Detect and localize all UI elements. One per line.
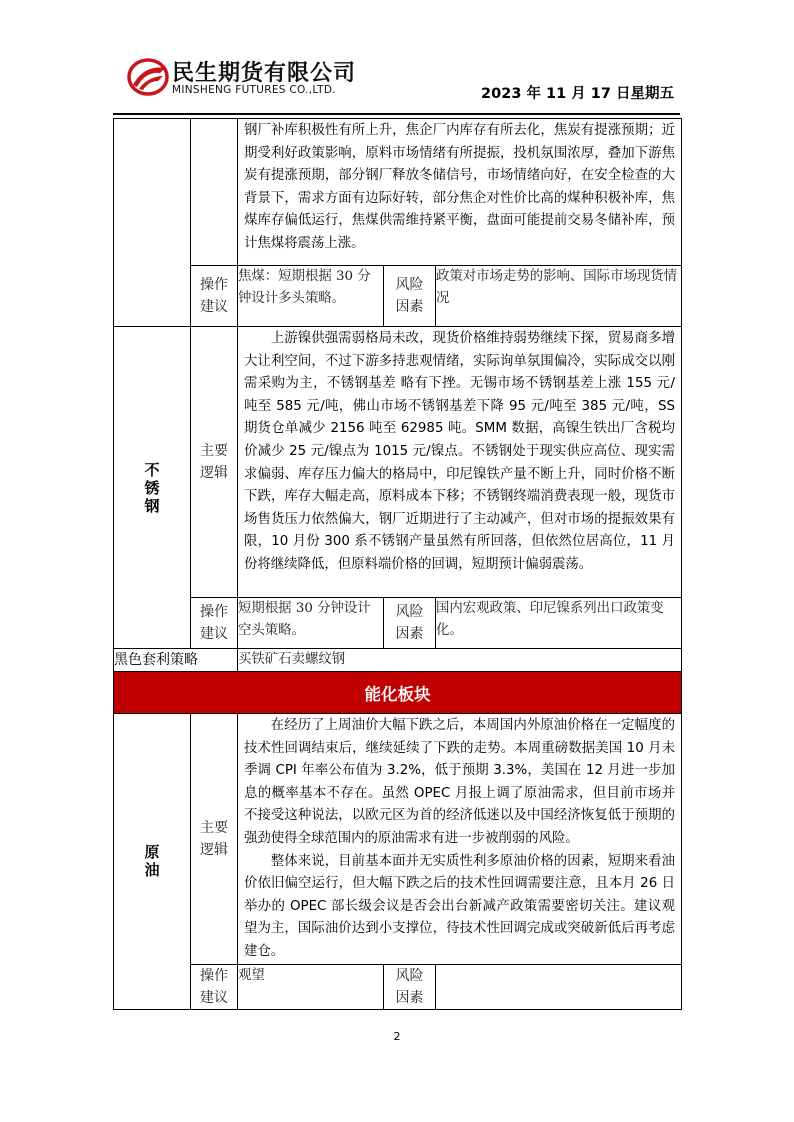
page-header [0, 0, 794, 112]
crude-logic-paragraph-2: 整体来说，目前基本面并无实质性利多原油价格的因素，短期来看油价依旧偏空运行，但大幅下跌之后的技术性回调需要注意，且本月 26 日举办的 OPEC 部长级会议是否会出台新减产政策需要密切关注。建议观望为主，国际油价达到小支撑位，待技术性回调完成或突破新低后再考虑建仓。 [244, 853, 675, 959]
logic-label-cell [191, 119, 238, 266]
coke-logic-text: 钢厂补库积极性有所上升，焦企厂内库存有所去化，焦炭有提涨预期；近期受利好政策影响，原料市场情绪有所提振，投机氛围浓厚，叠加下游焦炭有提涨预期，部分钢厂释放冬储信号，市场情绪向好，在安全检查的大背景下，需求方面有边际好转，部分焦企对性价比高的煤种积极补库，焦煤库存偏低运行，焦煤供需维持紧平衡，盘面可能提前交易冬储补库，预计焦煤将震荡上涨。 [244, 123, 675, 251]
operation-label: 操作建议 [191, 964, 238, 1009]
section-header-energy-chemical: 能化板块 [114, 672, 682, 714]
table-row [114, 714, 682, 965]
risk-label: 风险因素 [384, 266, 436, 327]
company-name-cn: 民生期货有限公司 [172, 61, 357, 86]
strategy-table [113, 118, 682, 1010]
stainless-logic-cell [238, 327, 682, 598]
coke-operation: 焦煤：短期根据 30 分钟设计多头策略。 [238, 266, 384, 327]
report-date: 2023 年 11 月 17 日星期五 [481, 86, 674, 102]
crude-operation: 观望 [238, 964, 384, 1009]
stainless-operation: 短期根据 30 分钟设计空头策略。 [238, 598, 384, 649]
arbitrage-value: 买铁矿石卖螺纹钢 [238, 649, 682, 672]
stainless-logic-text: 上游镍供强需弱格局未改，现货价格维持弱势继续下探，贸易商多增大让利空间，不过下游多持悲观情绪，实际询单氛围偏冷，实际成交以刚需采购为主，不锈钢基差 略有下挫。无锡市场不锈钢基差上涨 155 元/吨至 585 元/吨，佛山市场不锈钢基差下降 95 元/吨至 385 元/吨，SS 期货仓单减少 2156 吨至 62985 吨。SMM 数据，高镍生铁出厂含税均价减少 25 元/镍点为 1015 元/镍点。不锈钢处于现实供应高位、现实需求偏弱、库存压力偏大的格局中，印尼镍铁产量不断上升，同时价格不断下跌，库存大幅走高，原料成本下移；不锈钢终端消费表现一般，现货市场售货压力依然偏大，钢厂近期进行了主动减产，但对市场的提振效果有限，10 月份 300 系不锈钢产量虽然有所回落，但依然位居高位，11 月份将继续降低，但原料端价格的回调，短期预计偏弱震荡。 [244, 331, 675, 572]
table-row [114, 327, 682, 598]
stainless-risk: 国内宏观政策、印尼镍系列出口政策变化。 [436, 598, 682, 649]
table-row [114, 119, 682, 266]
logic-label: 主要逻辑 [191, 714, 238, 965]
operation-label: 操作建议 [191, 266, 238, 327]
table-row [114, 266, 682, 327]
header-divider [113, 113, 680, 115]
company-name-en: MINSHENG FUTURES CO.,LTD. [172, 84, 336, 96]
operation-label: 操作建议 [191, 598, 238, 649]
risk-label: 风险因素 [384, 964, 436, 1009]
crude-logic-cell [238, 714, 682, 965]
product-name-stainless: 不锈钢 [114, 327, 191, 649]
table-row [114, 672, 682, 714]
product-name-crude: 原油 [114, 714, 191, 1010]
risk-label: 风险因素 [384, 598, 436, 649]
crude-logic-paragraph-1: 在经历了上周油价大幅下跌之后，本周国内外原油价格在一定幅度的技术性回调结束后，继续延续了下跌的走势。本周重磅数据美国 10 月未季调 CPI 年率公布值为 3.2%，低于预期 3.3%，美国在 12 月进一步加息的概率基本不存在。虽然 OPEC 月报上调了原油需求，但目前市场并不接受这种说法，以欧元区为首的经济低迷以及中国经济恢复低于预期的强劲使得全球范围内的原油需求有进一步被削弱的风险。 [244, 718, 675, 846]
table-row [114, 649, 682, 672]
table-row [114, 598, 682, 649]
page-number: 2 [393, 1030, 401, 1043]
company-logo-icon [127, 58, 169, 96]
crude-logic-text [238, 714, 681, 964]
table-row [114, 964, 682, 1009]
arbitrage-label: 黑色套利策略 [114, 649, 238, 672]
logic-label: 主要逻辑 [191, 327, 238, 598]
crude-risk [436, 964, 682, 1009]
coke-logic-cell [238, 119, 682, 266]
coke-risk: 政策对市场走势的影响、国际市场现货情况 [436, 266, 682, 327]
product-name-cell [114, 119, 191, 327]
